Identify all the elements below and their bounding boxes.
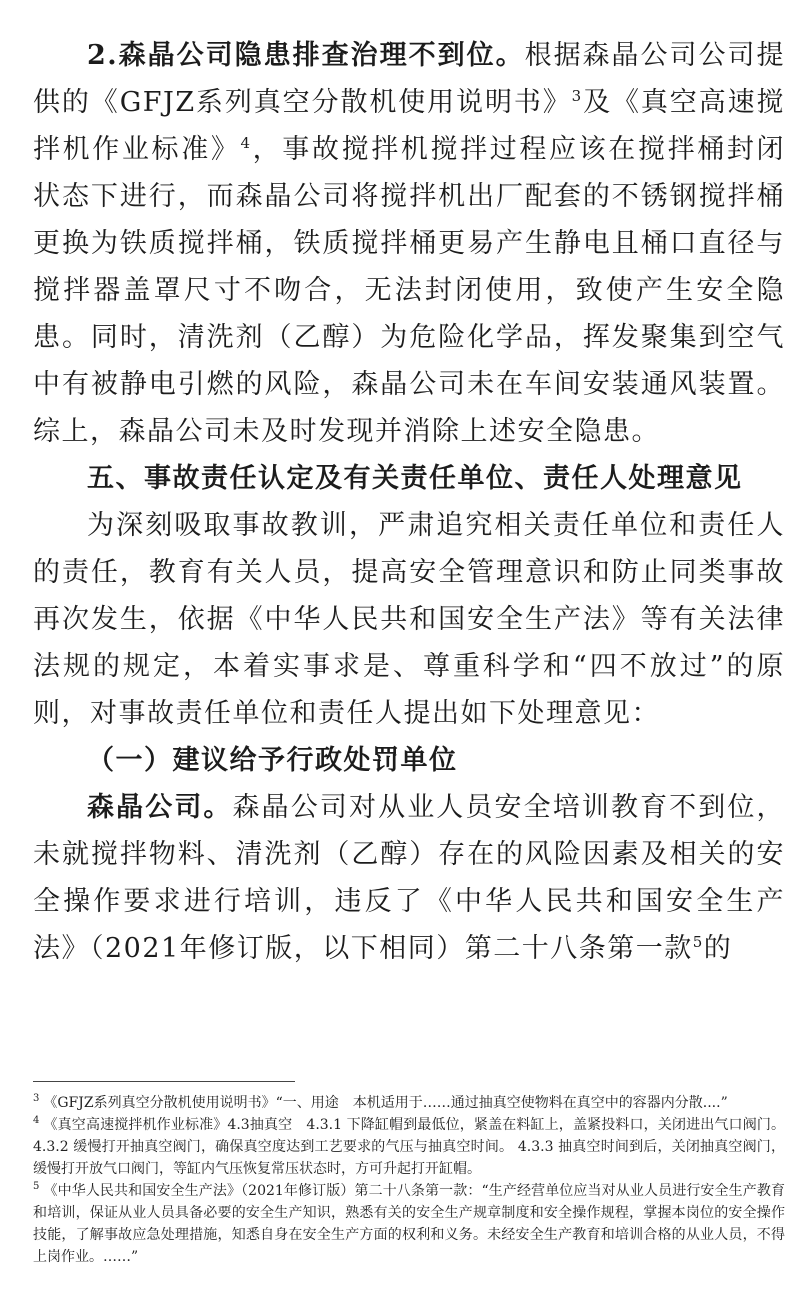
paragraph-senjing-company [33, 784, 785, 972]
paragraph-responsibility-intro: 为深刻吸取事故教训，严肃追究相关责任单位和责任人的责任，教育有关人员，提高安全管理意识和防止同类事故再次发生，依据《中华人民共和国安全生产法》等有关法律法规的规定，本着实事求是、尊重科学和“四不放过”的原则，对事故责任单位和责任人提出如下处理意见： [33, 510, 785, 729]
footnote-divider [33, 1081, 295, 1082]
paragraph-lead-hazard: 2.森晶公司隐患排查治理不到位。 [87, 40, 525, 71]
subsection-heading: （一）建议给予行政处罚单位 [87, 745, 458, 776]
footnote-4 [33, 1114, 785, 1180]
paragraph-text: 森晶公司对从业人员安全培训教育不到位，未就搅拌物料、清洗剂（乙醇）存在的风险因素及相关的安全操作要求进行培训，违反了《中华人民共和国安全生产法》（2021年修订版，以下相同）第二十八条第一款 [33, 792, 786, 964]
paragraph-hazard-investigation [33, 32, 785, 455]
footnote-number: 3 [33, 1093, 40, 1105]
footnote-number: 4 [33, 1115, 40, 1127]
footnote-ref-4[interactable]: 4 [240, 134, 252, 152]
footnote-text: 《中华人民共和国安全生产法》（2021年修订版）第二十八条第一款：“生产经营单位应当对从业人员进行安全生产教育和培训，保证从业人员具备必要的安全生产知识，熟悉有关的安全生产规章制度和安全操作规程，掌握本岗位的安全操作技能，了解事故应急处理措施，知悉自身在安全生产方面的权利和义务。未经安全生产教育和培训合格的从业人员，不得上岗作业。……” [33, 1183, 785, 1265]
footnote-ref-3[interactable]: 3 [571, 87, 583, 105]
main-body-text [33, 32, 785, 972]
footnote-ref-5[interactable]: 5 [692, 933, 704, 951]
paragraph-text: 及《真空高速搅拌机作业标准》 [33, 87, 786, 165]
footnotes [33, 1092, 785, 1268]
footnote-5 [33, 1180, 785, 1268]
footnote-text: 《真空高速搅拌机作业标准》4.3抽真空 4.3.1 下降缸帽到最低位，紧盖在料缸上，盖紧投料口，关闭进出气口阀门。 4.3.2 缓慢打开抽真空阀门，确保真空度达到工艺要求的气压与抽真空时间。 4.3.3 抽真空时间到后，关闭抽真空阀门，缓慢打开放气口阀门，等缸内气压恢复常压状态时，方可升起打开缸帽。 [33, 1117, 785, 1177]
paragraph-text: ，事故搅拌机搅拌过程应该在搅拌桶封闭状态下进行，而森晶公司将搅拌机出厂配套的不锈钢搅拌桶更换为铁质搅拌桶，铁质搅拌桶更易产生静电且桶口直径与搅拌器盖罩尺寸不吻合，无法封闭使用，致使产生安全隐患。同时，清洗剂（乙醇）为危险化学品，挥发聚集到空气中有被静电引燃的风险，森晶公司未在车间安装通风装置。综上，森晶公司未及时发现并消除上述安全隐患。 [33, 134, 786, 447]
footnote-text: 《GFJZ系列真空分散机使用说明书》“一、用途 本机适用于……通过抽真空使物料在真空中的容器内分散....” [43, 1095, 728, 1111]
paragraph-lead-company: 森晶公司。 [87, 792, 233, 823]
footnote-3 [33, 1092, 785, 1114]
footnote-number: 5 [33, 1181, 40, 1193]
paragraph-text: 的 [703, 933, 733, 964]
section-heading: 五、事故责任认定及有关责任单位、责任人处理意见 [87, 463, 743, 494]
paragraph-text: 根据森晶公司公司提供的《GFJZ系列真空分散机使用说明书》 [33, 40, 786, 118]
